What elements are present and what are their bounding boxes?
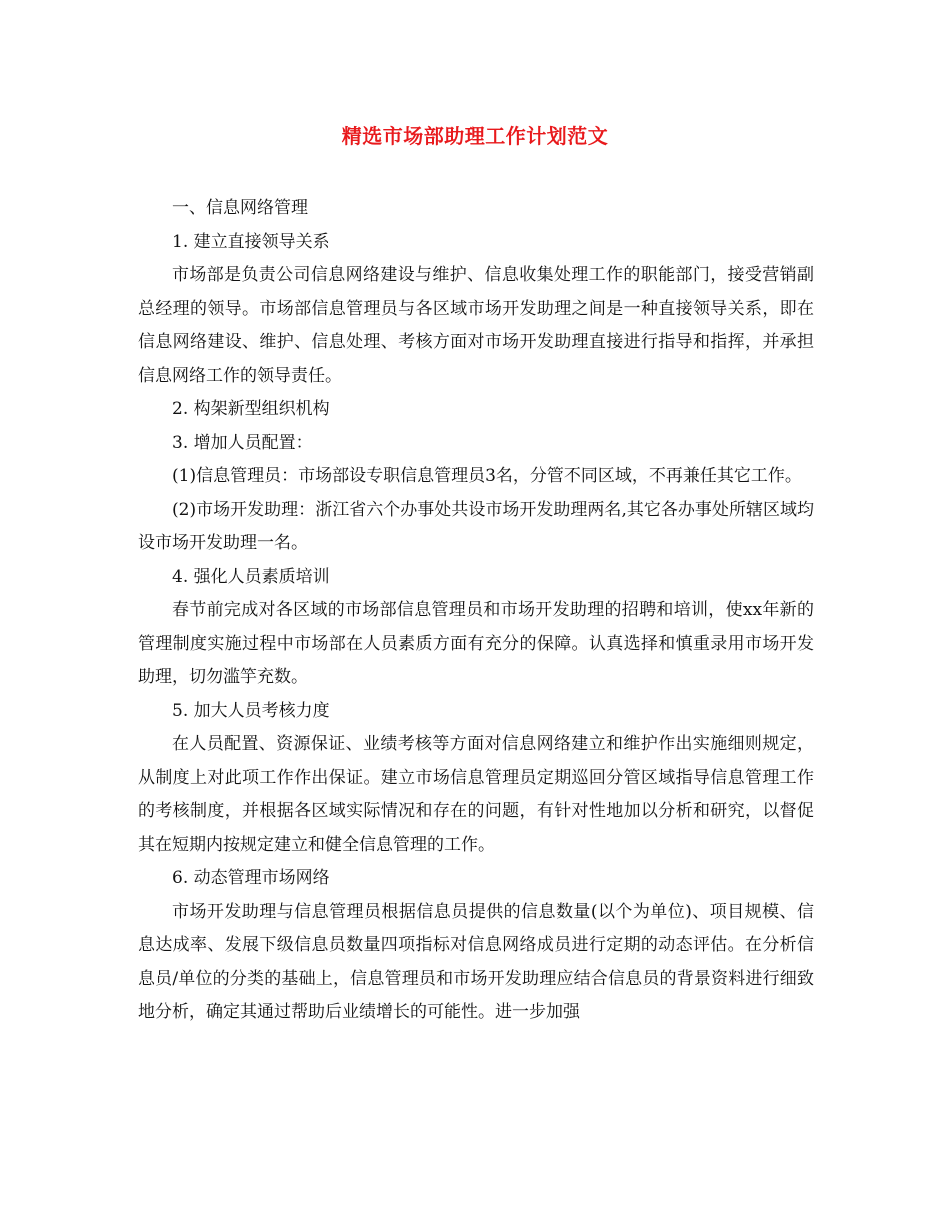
body-paragraph: (1)信息管理员：市场部设专职信息管理员3名，分管不同区域，不再兼任其它工作。 [172,466,802,486]
subheading: 3. 增加人员配置： [172,432,313,453]
document-title: 精选市场部助理工作计划范文 [341,124,609,148]
body-paragraph: 在人员配置、资源保证、业绩考核等方面对信息网络建立和维护作出实施细则规定，从制度上对此项工作作出保证。建立市场信息管理员定期巡回分管区域指导信息管理工作的考核制度，并根据各区域实际情况和存在的问题，有针对性地加以分析和研究，以督促其在短期内按规定建立和健全信息管理的工作。 [138,734,814,855]
body-paragraph: 市场部是负责公司信息网络建设与维护、信息收集处理工作的职能部门，接受营销副总经理的领导。市场部信息管理员与各区域市场开发助理之间是一种直接领导关系，即在信息网络建设、维护、信息处理、考核方面对市场开发助理直接进行指导和指挥，并承担信息网络工作的领导责任。 [138,265,814,386]
document-body [138,192,814,1030]
subheading: 2. 构架新型组织机构 [172,399,330,419]
subheading: 1. 建立直接领导关系 [172,231,330,252]
subheading: 4. 强化人员素质培训 [172,566,330,587]
subheading: 6. 动态管理市场网络 [172,868,330,888]
subheading: 5. 加大人员考核力度 [172,700,330,721]
body-paragraph: 春节前完成对各区域的市场部信息管理员和市场开发助理的招聘和培训，使xx年新的管理制度实施过程中市场部在人员素质方面有充分的保障。认真选择和慎重录用市场开发助理，切勿滥竽充数。 [138,600,814,687]
section-heading: 一、信息网络管理 [172,198,308,218]
body-paragraph: (2)市场开发助理：浙江省六个办事处共设市场开发助理两名,其它各办事处所辖区域均设市场开发助理一名。 [138,499,814,553]
body-paragraph: 市场开发助理与信息管理员根据信息员提供的信息数量(以个为单位)、项目规模、信息达成率、发展下级信息员数量四项指标对信息网络成员进行定期的动态评估。在分析信息员/单位的分类的基础上，信息管理员和市场开发助理应结合信息员的背景资料进行细致地分析，确定其通过帮助后业绩增长的可能性。进一步加强 [138,901,814,1022]
